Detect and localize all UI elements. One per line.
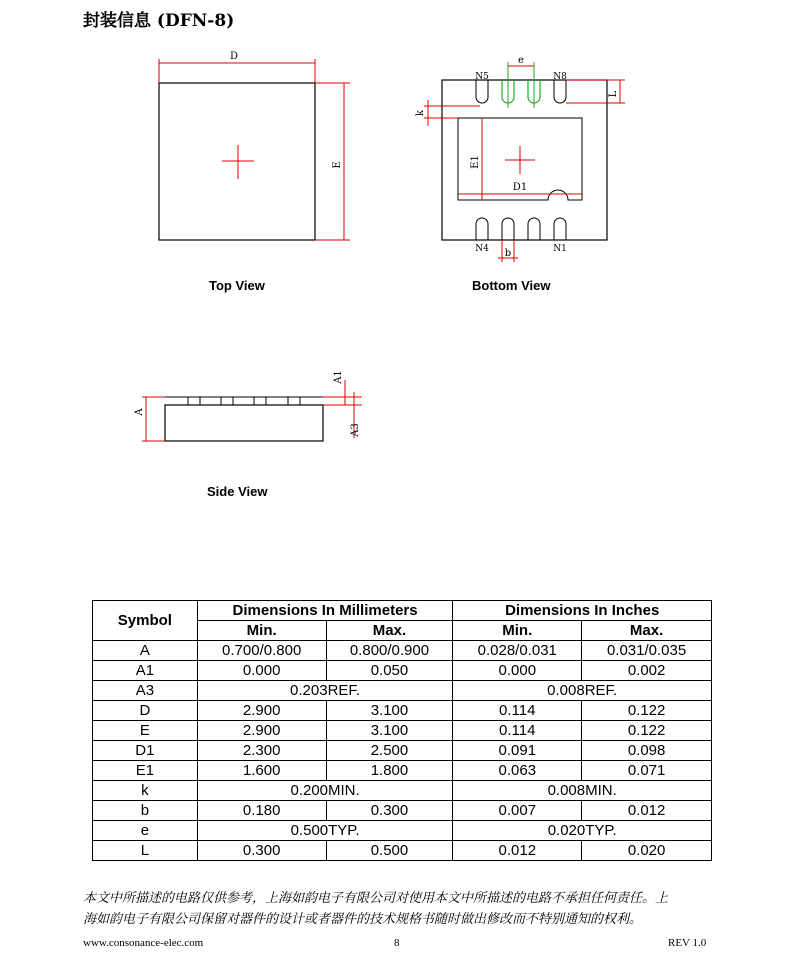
side-lead-2 [221,397,233,405]
mm-value-cell: 0.200MIN. [197,781,453,801]
table-row [93,681,712,701]
mm-min-cell: 0.180 [197,801,326,821]
mm-min-cell: 2.900 [197,721,326,741]
symbol-cell: A3 [93,681,198,701]
table-row [93,641,712,661]
disclaimer-line-1: 本文中所描述的电路仅供参考，上海如韵电子有限公司对使用本文中所描述的电路不承担任何责任。上 [83,891,669,906]
in-max-header: Max. [582,621,712,641]
symbol-cell: b [93,801,198,821]
dim-a1-label: A1 [333,370,344,384]
pin-n1-label: N1 [553,244,567,254]
side-view-drawing [130,362,370,447]
in-max-cell: 0.071 [582,761,712,781]
dim-e1-label: E1 [470,155,481,169]
symbol-cell: A [93,641,198,661]
symbol-cell: E [93,721,198,741]
mm-max-cell: 3.100 [326,721,453,741]
pad-n1 [554,218,566,240]
dim-a3-label: A3 [350,423,361,437]
page-title: 封装信息 (DFN-8) [83,11,235,31]
mm-max-cell: 0.300 [326,801,453,821]
mm-max-cell: 3.100 [326,701,453,721]
side-lead-3 [254,397,266,405]
table-row [93,841,712,861]
symbol-cell: D1 [93,741,198,761]
pad-n4 [476,218,488,240]
table-row [93,781,712,801]
in-min-cell: 0.114 [453,701,582,721]
dim-e-label: E [332,161,343,169]
inch-header: Dimensions In Inches [453,601,712,621]
side-body [165,405,323,441]
symbol-cell: L [93,841,198,861]
inch-value-cell: 0.008REF. [453,681,712,701]
mm-min-cell: 2.300 [197,741,326,761]
symbol-cell: k [93,781,198,801]
table-row [93,761,712,781]
top-view-drawing [150,45,360,255]
symbol-cell: D [93,701,198,721]
in-min-header: Min. [453,621,582,641]
mm-max-cell: 1.800 [326,761,453,781]
dim-d-label: D [229,51,239,62]
inch-value-cell: 0.008MIN. [453,781,712,801]
side-view-label: Side View [207,484,268,499]
in-min-cell: 0.028/0.031 [453,641,582,661]
pin-n8-label: N8 [553,72,567,82]
dimensions-body [93,641,712,861]
table-row [93,821,712,841]
mm-header: Dimensions In Millimeters [197,601,453,621]
top-view-label: Top View [209,278,265,293]
mm-max-header: Max. [326,621,453,641]
symbol-header: Symbol [93,601,198,641]
disclaimer-line-2: 海如韵电子有限公司保留对器件的设计或者器件的技术规格书随时做出修改而不特别通知的权利。 [83,912,643,927]
pad-n2 [528,218,540,240]
table-row [93,721,712,741]
in-min-cell: 0.007 [453,801,582,821]
in-min-cell: 0.000 [453,661,582,681]
pad-n5 [476,80,488,103]
footer-website: www.consonance-elec.com [83,937,204,949]
in-min-cell: 0.114 [453,721,582,741]
pad-n8 [554,80,566,103]
in-min-cell: 0.012 [453,841,582,861]
mm-max-cell: 0.050 [326,661,453,681]
footer-revision: REV 1.0 [668,937,707,949]
in-max-cell: 0.012 [582,801,712,821]
mm-min-cell: 0.300 [197,841,326,861]
footer-page-number: 8 [394,937,400,949]
dim-l-label: L [608,90,619,98]
dim-a-label: A [134,408,145,416]
pin-n5-label: N5 [475,72,489,82]
side-lead-4 [288,397,300,405]
disclaimer [83,888,723,930]
mm-min-cell: 1.600 [197,761,326,781]
mm-min-cell: 0.700/0.800 [197,641,326,661]
in-min-cell: 0.091 [453,741,582,761]
table-row [93,661,712,681]
symbol-cell: E1 [93,761,198,781]
dim-e-pitch-label: e [518,55,524,66]
mm-value-cell: 0.203REF. [197,681,453,701]
table-row [93,801,712,821]
in-max-cell: 0.002 [582,661,712,681]
dim-d1-label: D1 [512,182,528,193]
mm-max-cell: 0.500 [326,841,453,861]
symbol-cell: e [93,821,198,841]
dim-k-label: k [415,109,426,117]
pin-n4-label: N4 [475,244,489,254]
pad-n3 [502,218,514,240]
in-max-cell: 0.122 [582,721,712,741]
table-row [93,701,712,721]
mm-max-cell: 0.800/0.900 [326,641,453,661]
in-max-cell: 0.020 [582,841,712,861]
dimensions-table [92,600,712,861]
in-max-cell: 0.031/0.035 [582,641,712,661]
mm-min-header: Min. [197,621,326,641]
symbol-cell: A1 [93,661,198,681]
side-lead-1 [188,397,200,405]
table-row [93,741,712,761]
inch-value-cell: 0.020TYP. [453,821,712,841]
mm-max-cell: 2.500 [326,741,453,761]
mm-min-cell: 2.900 [197,701,326,721]
in-min-cell: 0.063 [453,761,582,781]
bottom-view-label: Bottom View [472,278,551,293]
bottom-view-drawing [410,50,635,265]
in-max-cell: 0.098 [582,741,712,761]
mm-value-cell: 0.500TYP. [197,821,453,841]
mm-min-cell: 0.000 [197,661,326,681]
dim-b-label: b [504,248,512,259]
in-max-cell: 0.122 [582,701,712,721]
